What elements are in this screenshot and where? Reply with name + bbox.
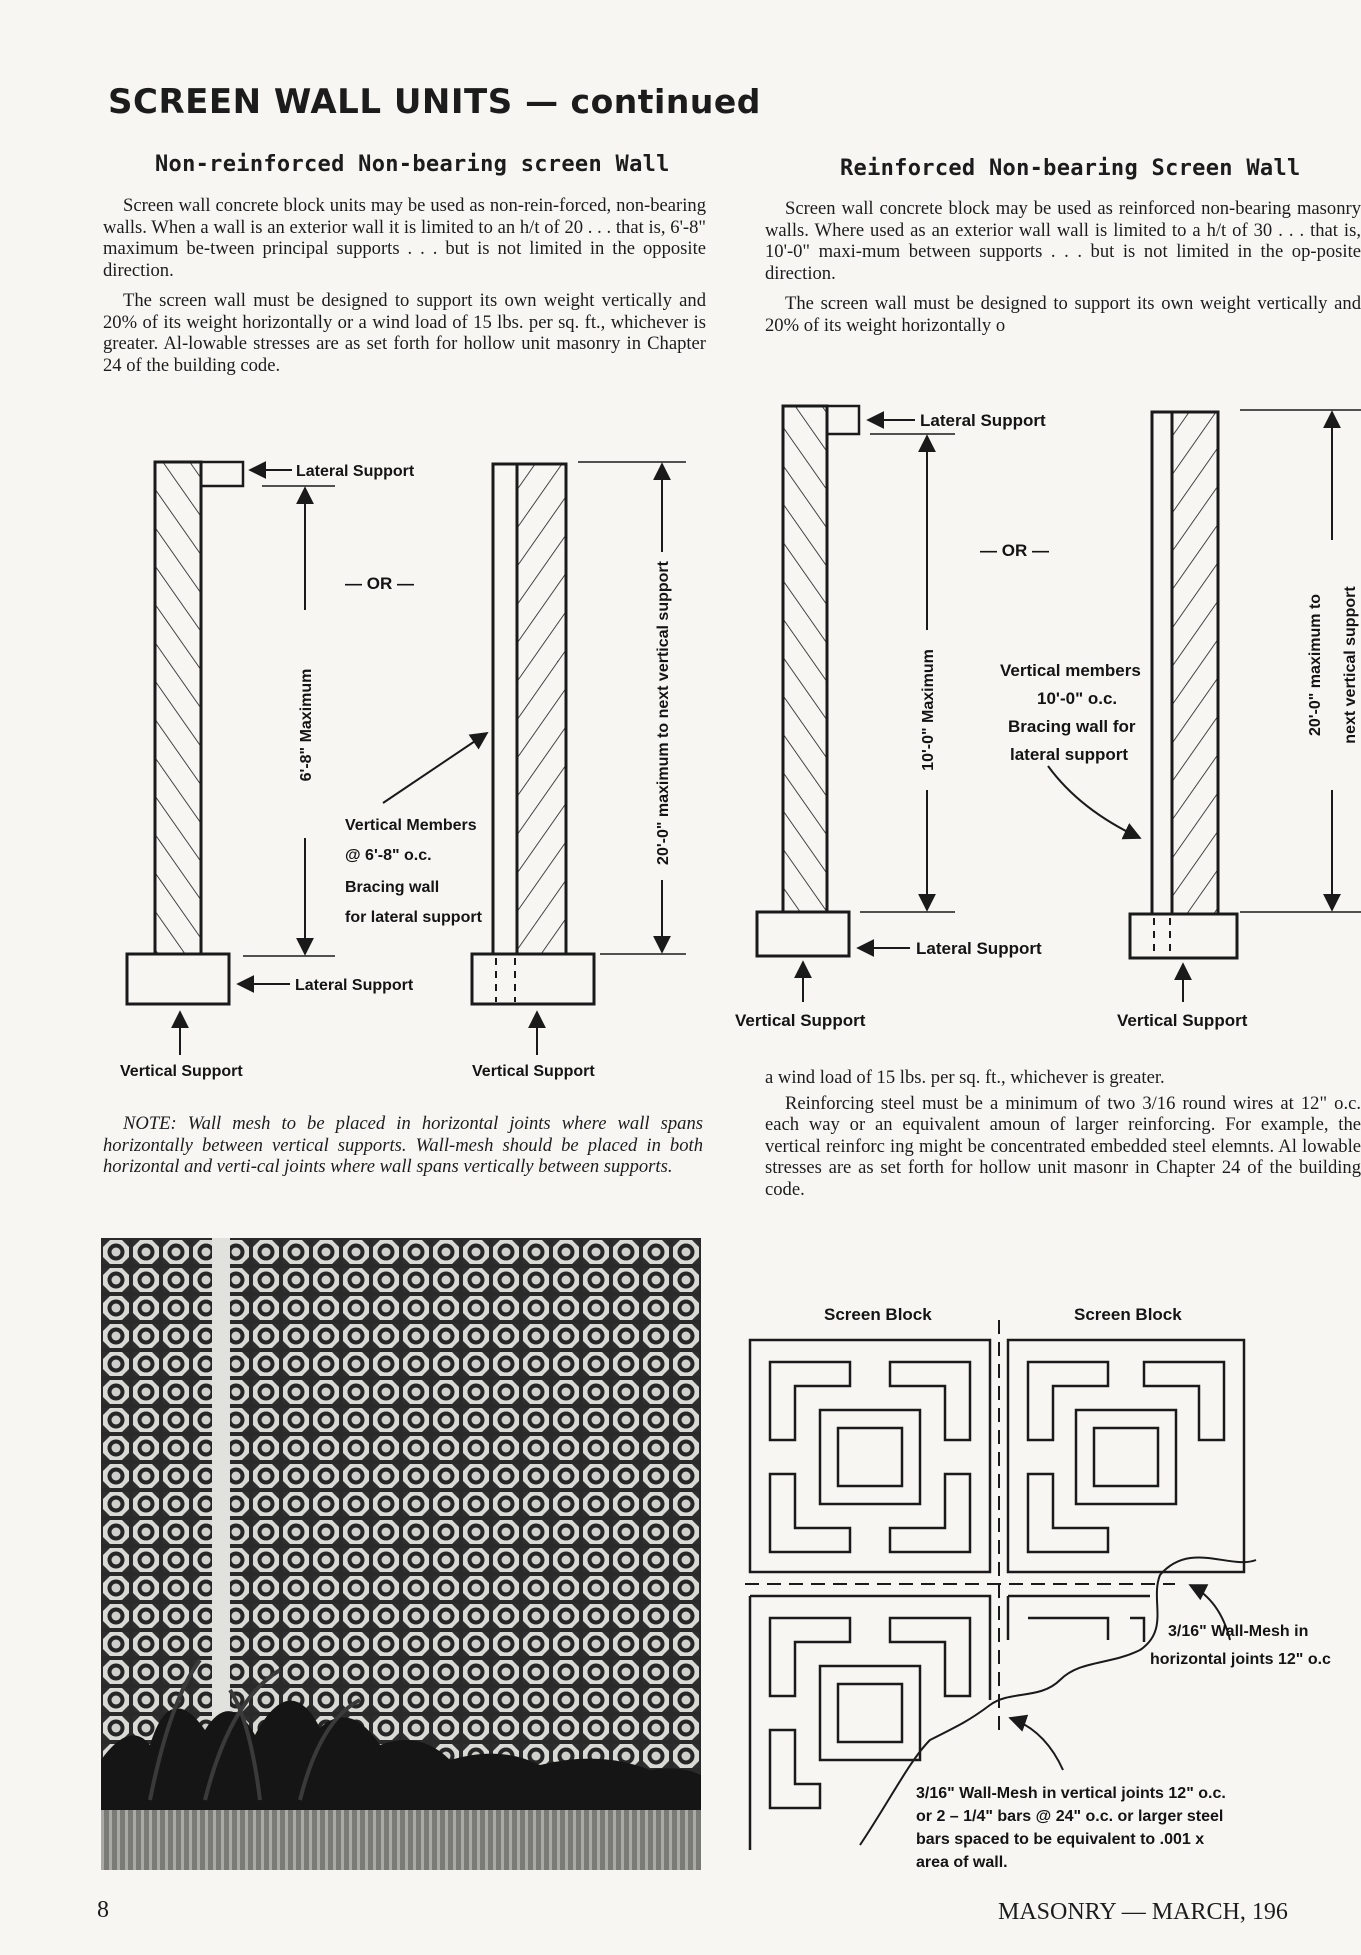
- right-paragraph-2: The screen wall must be designed to support its own weight vertically and 20% of its weight horizontally o: [765, 293, 1361, 336]
- left-heading: Non-reinforced Non-bearing screen Wall: [155, 152, 670, 177]
- screen-block-label-1: Screen Block: [824, 1305, 932, 1324]
- right-lateral-support-top: Lateral Support: [920, 411, 1046, 430]
- svg-text:bars spaced to be equivalent t: bars spaced to be equivalent to .001 x: [916, 1831, 1205, 1848]
- svg-text:or 2 – 1/4" bars @ 24" o.c. or: or 2 – 1/4" bars @ 24" o.c. or larger steel: [916, 1808, 1224, 1825]
- page-number: 8: [97, 1897, 109, 1923]
- right-max-height: 10'-0" Maximum: [920, 649, 937, 771]
- left-lateral-support-bottom: Lateral Support: [295, 977, 414, 994]
- title-suffix: — continued: [525, 82, 761, 121]
- left-right-max: 20'-0" maximum to next vertical support: [655, 561, 672, 865]
- footer-publication: MASONRY — MARCH, 196: [998, 1899, 1288, 1925]
- right-paragraph-1: Screen wall concrete block may be used as reinforced non-bearing masonry walls. Where used as an exterior wall wall is limited to a h/t of 30 . . . that is, 10'-0" maxi-mum between supports . . . but is not limited in the op-posite direction.: [765, 198, 1361, 284]
- svg-text:area of wall.: area of wall.: [916, 1854, 1008, 1871]
- right-or-label: — OR —: [980, 541, 1049, 560]
- svg-text:lateral support: lateral support: [1010, 745, 1129, 764]
- right-heading: Reinforced Non-bearing Screen Wall: [840, 156, 1301, 181]
- svg-text:for lateral support: for lateral support: [345, 909, 482, 926]
- svg-text:10'-0" o.c.: 10'-0" o.c.: [1037, 689, 1118, 708]
- mesh-vertical-label: [916, 1785, 1226, 1871]
- screen-block-b: [1008, 1340, 1244, 1572]
- right-lateral-support-bottom: Lateral Support: [916, 939, 1042, 958]
- svg-text:horizontal joints 12" o.c: horizontal joints 12" o.c: [1150, 1651, 1331, 1668]
- note-text: NOTE: Wall mesh to be placed in horizontal joints where wall spans horizontally between vertical supports. Wall-mesh should be placed in both horizontal and verti-cal joints where wall spans vertically between supports.: [103, 1113, 703, 1177]
- screen-block-label-2: Screen Block: [1074, 1305, 1182, 1324]
- screen-block-d: [1008, 1596, 1150, 1642]
- left-paragraph-1: Screen wall concrete block units may be used as non-rein-forced, non-bearing walls. When a wall is an exterior wall it is limited to an h/t of 20 . . . that is, 6'-8" maximum be-tween principal supports . . . but is not limited in the opposite direction.: [103, 195, 706, 281]
- left-paragraph-2: The screen wall must be designed to support its own weight vertically and 20% of its weight horizontally or a wind load of 15 lbs. per sq. ft., whichever is greater. Al-lowable stresses are as set forth for hollow unit masonry in Chapter 24 of the building code.: [103, 290, 706, 376]
- svg-text:Vertical members: Vertical members: [1000, 661, 1141, 680]
- svg-text:Bracing wall: Bracing wall: [345, 879, 440, 896]
- svg-text:20'-0" maximum to: 20'-0" maximum to: [1307, 593, 1324, 737]
- mesh-horizontal-label: [1150, 1623, 1331, 1668]
- screen-block-a: [750, 1340, 990, 1572]
- svg-text:Vertical Members: Vertical Members: [345, 817, 477, 834]
- svg-text:Bracing wall for: Bracing wall for: [1008, 717, 1136, 736]
- left-max-height: 6'-8" Maximum: [298, 668, 315, 782]
- left-vertical-support-2: Vertical Support: [472, 1063, 595, 1080]
- left-or-label: — OR —: [345, 574, 414, 593]
- left-vertical-support-1: Vertical Support: [120, 1063, 243, 1080]
- right-vertical-support-1: Vertical Support: [735, 1011, 866, 1030]
- left-lateral-support-top: Lateral Support: [296, 463, 415, 480]
- right-vertical-support-2: Vertical Support: [1117, 1011, 1248, 1030]
- right-paragraph-3: a wind load of 15 lbs. per sq. ft., whichever is greater.: [765, 1067, 1165, 1088]
- right-paragraph-4: Reinforcing steel must be a minimum of two 3/16 round wires at 12" o.c. each way or an equivalent amoun of larger reinforcing. For example, the vertical reinforc ing might be concentrated embedded steel elemnts. Al lowable stresses are as set forth for hollow unit masonr in Chapter 24 of the building code.: [765, 1092, 1361, 1200]
- svg-text:next vertical support: next vertical support: [1342, 586, 1359, 744]
- title-main: SCREEN WALL UNITS: [108, 82, 513, 122]
- svg-text:@ 6'-8" o.c.: @ 6'-8" o.c.: [345, 847, 432, 864]
- svg-text:3/16" Wall-Mesh in: 3/16" Wall-Mesh in: [1168, 1623, 1309, 1640]
- svg-text:3/16" Wall-Mesh in vertical jo: 3/16" Wall-Mesh in vertical joints 12" o.c.: [916, 1785, 1226, 1802]
